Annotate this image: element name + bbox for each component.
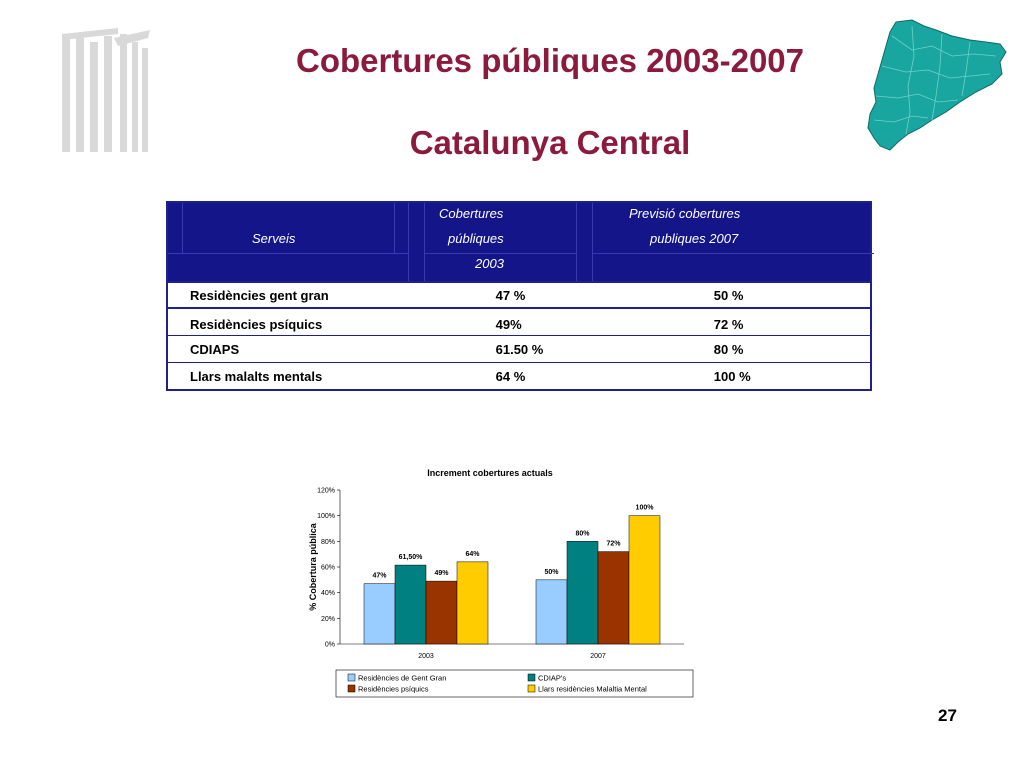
chart-x-tick-label: 2003 [418,653,434,660]
chart-bar [457,562,488,644]
cell-service: Residències psíquics [190,316,323,332]
chart-data-label: 47% [372,572,387,580]
table-row [168,281,870,307]
header-cobertures-line1: Cobertures [439,206,504,221]
chart-legend-label: Residències de Gent Gran [358,673,447,683]
chart-title: Increment cobertures actuals [427,468,553,478]
chart-y-tick-label: 40% [320,590,335,598]
cell-2003: 47 % [495,287,526,303]
chart-data-label: 49% [434,570,449,578]
slide-title: Cobertures públiques 2003-2007 [295,42,805,79]
chart-legend [336,670,693,697]
slide-subtitle: Catalunya Central [409,124,691,161]
chart-y-tick-label: 120% [317,487,335,495]
chart-data-label: 100% [635,504,654,512]
chart-legend-swatch [348,674,355,681]
chart-data-label: 50% [544,568,559,576]
chart-legend-label: Residències psíquics [358,684,429,694]
cell-2007: 50 % [713,287,744,303]
chart-y-tick-label: 20% [320,615,335,623]
cell-2007: 100 % [713,368,751,384]
chart-data-label: 72% [606,540,621,548]
chart-legend-label: CDIAP's [538,673,567,683]
cell-2003: 61.50 % [495,341,544,357]
chart-y-tick-label: 60% [320,564,335,572]
cell-service: CDIAPS [190,341,240,357]
header-cobertures-line3: 2003 [475,256,504,271]
chart-bar [536,580,567,644]
chart-legend-swatch [528,674,535,681]
chart-legend-swatch [348,685,355,692]
chart-legend-swatch [528,685,535,692]
cell-2003: 49% [495,316,522,332]
coverage-table [166,201,872,391]
page-number: 27 [938,706,957,725]
coverage-bar-chart [300,462,700,702]
table-row [168,362,870,389]
header-previsio-line1: Previsió cobertures [629,206,741,221]
table-header [168,203,870,281]
chart-bar [426,581,457,644]
cell-service: Residències gent gran [190,287,329,303]
chart-legend-label: Llars residències Malaltia Mental [538,684,647,694]
chart-y-tick-label: 0% [324,641,335,649]
table-row [168,335,870,362]
cell-2007: 72 % [713,316,744,332]
chart-y-axis-label: % Cobertura pública [308,523,318,611]
chart-y-tick-label: 100% [317,513,335,521]
header-serveis: Serveis [252,231,296,246]
table-row [168,307,870,335]
chart-bar [567,541,598,644]
cell-2007: 80 % [713,341,744,357]
chart-bar [364,584,395,644]
header-cobertures-line2: públiques [448,231,504,246]
chart-bar [598,552,629,644]
chart-y-tick-label: 80% [320,538,335,546]
chart-data-label: 61,50% [398,554,423,562]
institution-logo [58,28,154,156]
chart-bar [395,565,426,644]
cell-service: Llars malalts mentals [190,368,323,384]
cell-2003: 64 % [495,368,526,384]
chart-bar [629,516,660,644]
chart-data-label: 64% [465,550,480,558]
chart-x-tick-label: 2007 [590,653,606,660]
chart-data-label: 80% [575,530,590,538]
header-previsio-line2: publiques 2007 [650,231,739,246]
